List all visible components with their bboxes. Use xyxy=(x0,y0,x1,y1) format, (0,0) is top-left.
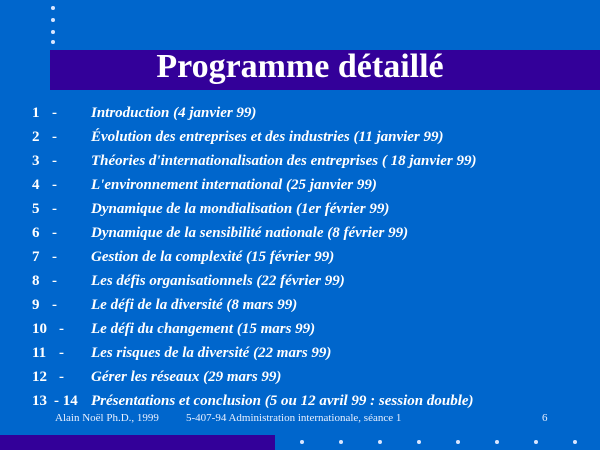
agenda-item-text: Le défi du changement (15 mars 99) xyxy=(91,321,316,337)
agenda-item xyxy=(0,197,600,221)
dot-icon xyxy=(534,440,538,444)
agenda-item-dash: - xyxy=(59,369,64,385)
agenda-item xyxy=(0,341,600,365)
agenda-item-dash: - xyxy=(52,201,57,217)
agenda-item-dash: - xyxy=(52,129,57,145)
agenda-item xyxy=(0,245,600,269)
agenda-item xyxy=(0,317,600,341)
dot-icon xyxy=(417,440,421,444)
agenda-item-text: Les défis organisationnels (22 février 99) xyxy=(91,273,345,289)
agenda-item xyxy=(0,173,600,197)
dot-icon xyxy=(339,440,343,444)
agenda-item-number: 8 xyxy=(32,273,40,289)
dot-icon xyxy=(378,440,382,444)
dot-icon xyxy=(51,30,55,34)
dot-icon xyxy=(495,440,499,444)
agenda-item-text: L'environnement international (25 janvier 99) xyxy=(91,177,377,193)
agenda-item xyxy=(0,365,600,389)
footer-page-number: 6 xyxy=(542,412,548,424)
footer-author: Alain Noël Ph.D., 1999 xyxy=(55,412,159,424)
dot-icon xyxy=(51,18,55,22)
agenda-item-text: Le défi de la diversité (8 mars 99) xyxy=(91,297,298,313)
agenda-item-number: 13 xyxy=(32,393,47,409)
agenda-item xyxy=(0,389,600,413)
agenda-item-number: 2 xyxy=(32,129,40,145)
agenda-item-text: Évolution des entreprises et des industries (11 janvier 99) xyxy=(91,129,444,145)
agenda-item xyxy=(0,125,600,149)
dot-icon xyxy=(300,440,304,444)
agenda-list xyxy=(0,101,600,413)
agenda-item xyxy=(0,293,600,317)
agenda-item-text: Introduction (4 janvier 99) xyxy=(91,105,257,121)
slide-title: Programme détaillé xyxy=(156,48,444,85)
bottom-band xyxy=(0,435,275,450)
dot-icon xyxy=(573,440,577,444)
agenda-item-dash: - xyxy=(52,153,57,169)
agenda-item-number: 9 xyxy=(32,297,40,313)
agenda-item-text: Théories d'internationalisation des entreprises ( 18 janvier 99) xyxy=(91,153,477,169)
agenda-item-dash: - xyxy=(59,321,64,337)
agenda-item-number: 1 xyxy=(32,105,40,121)
decorative-dots-vertical xyxy=(51,6,57,44)
agenda-item-dash: - xyxy=(52,105,57,121)
agenda-item-text: Présentations et conclusion (5 ou 12 avril 99 : session double) xyxy=(91,393,474,409)
agenda-item-number: 5 xyxy=(32,201,40,217)
agenda-item-text: Les risques de la diversité (22 mars 99) xyxy=(91,345,332,361)
dot-icon xyxy=(456,440,460,444)
decorative-dots-horizontal xyxy=(300,440,590,446)
agenda-item-text: Gérer les réseaux (29 mars 99) xyxy=(91,369,282,385)
agenda-item-dash: - xyxy=(52,249,57,265)
agenda-item-dash: - 14 xyxy=(54,393,78,409)
agenda-item xyxy=(0,149,600,173)
agenda-item-number: 3 xyxy=(32,153,40,169)
agenda-item xyxy=(0,269,600,293)
agenda-item-text: Gestion de la complexité (15 février 99) xyxy=(91,249,335,265)
dot-icon xyxy=(51,40,55,44)
agenda-item-number: 11 xyxy=(32,345,47,361)
footer-course: 5-407-94 Administration internationale, séance 1 xyxy=(186,412,402,424)
agenda-item xyxy=(0,101,600,125)
agenda-item-number: 7 xyxy=(32,249,40,265)
agenda-item-number: 10 xyxy=(32,321,47,337)
agenda-item-dash: - xyxy=(59,345,64,361)
agenda-item-number: 6 xyxy=(32,225,40,241)
agenda-item-dash: - xyxy=(52,177,57,193)
agenda-item xyxy=(0,221,600,245)
agenda-item-text: Dynamique de la sensibilité nationale (8 février 99) xyxy=(91,225,409,241)
agenda-item-dash: - xyxy=(52,273,57,289)
dot-icon xyxy=(51,6,55,10)
agenda-item-number: 4 xyxy=(32,177,40,193)
agenda-item-text: Dynamique de la mondialisation (1er février 99) xyxy=(91,201,390,217)
agenda-item-dash: - xyxy=(52,297,57,313)
agenda-item-number: 12 xyxy=(32,369,47,385)
agenda-item-dash: - xyxy=(52,225,57,241)
